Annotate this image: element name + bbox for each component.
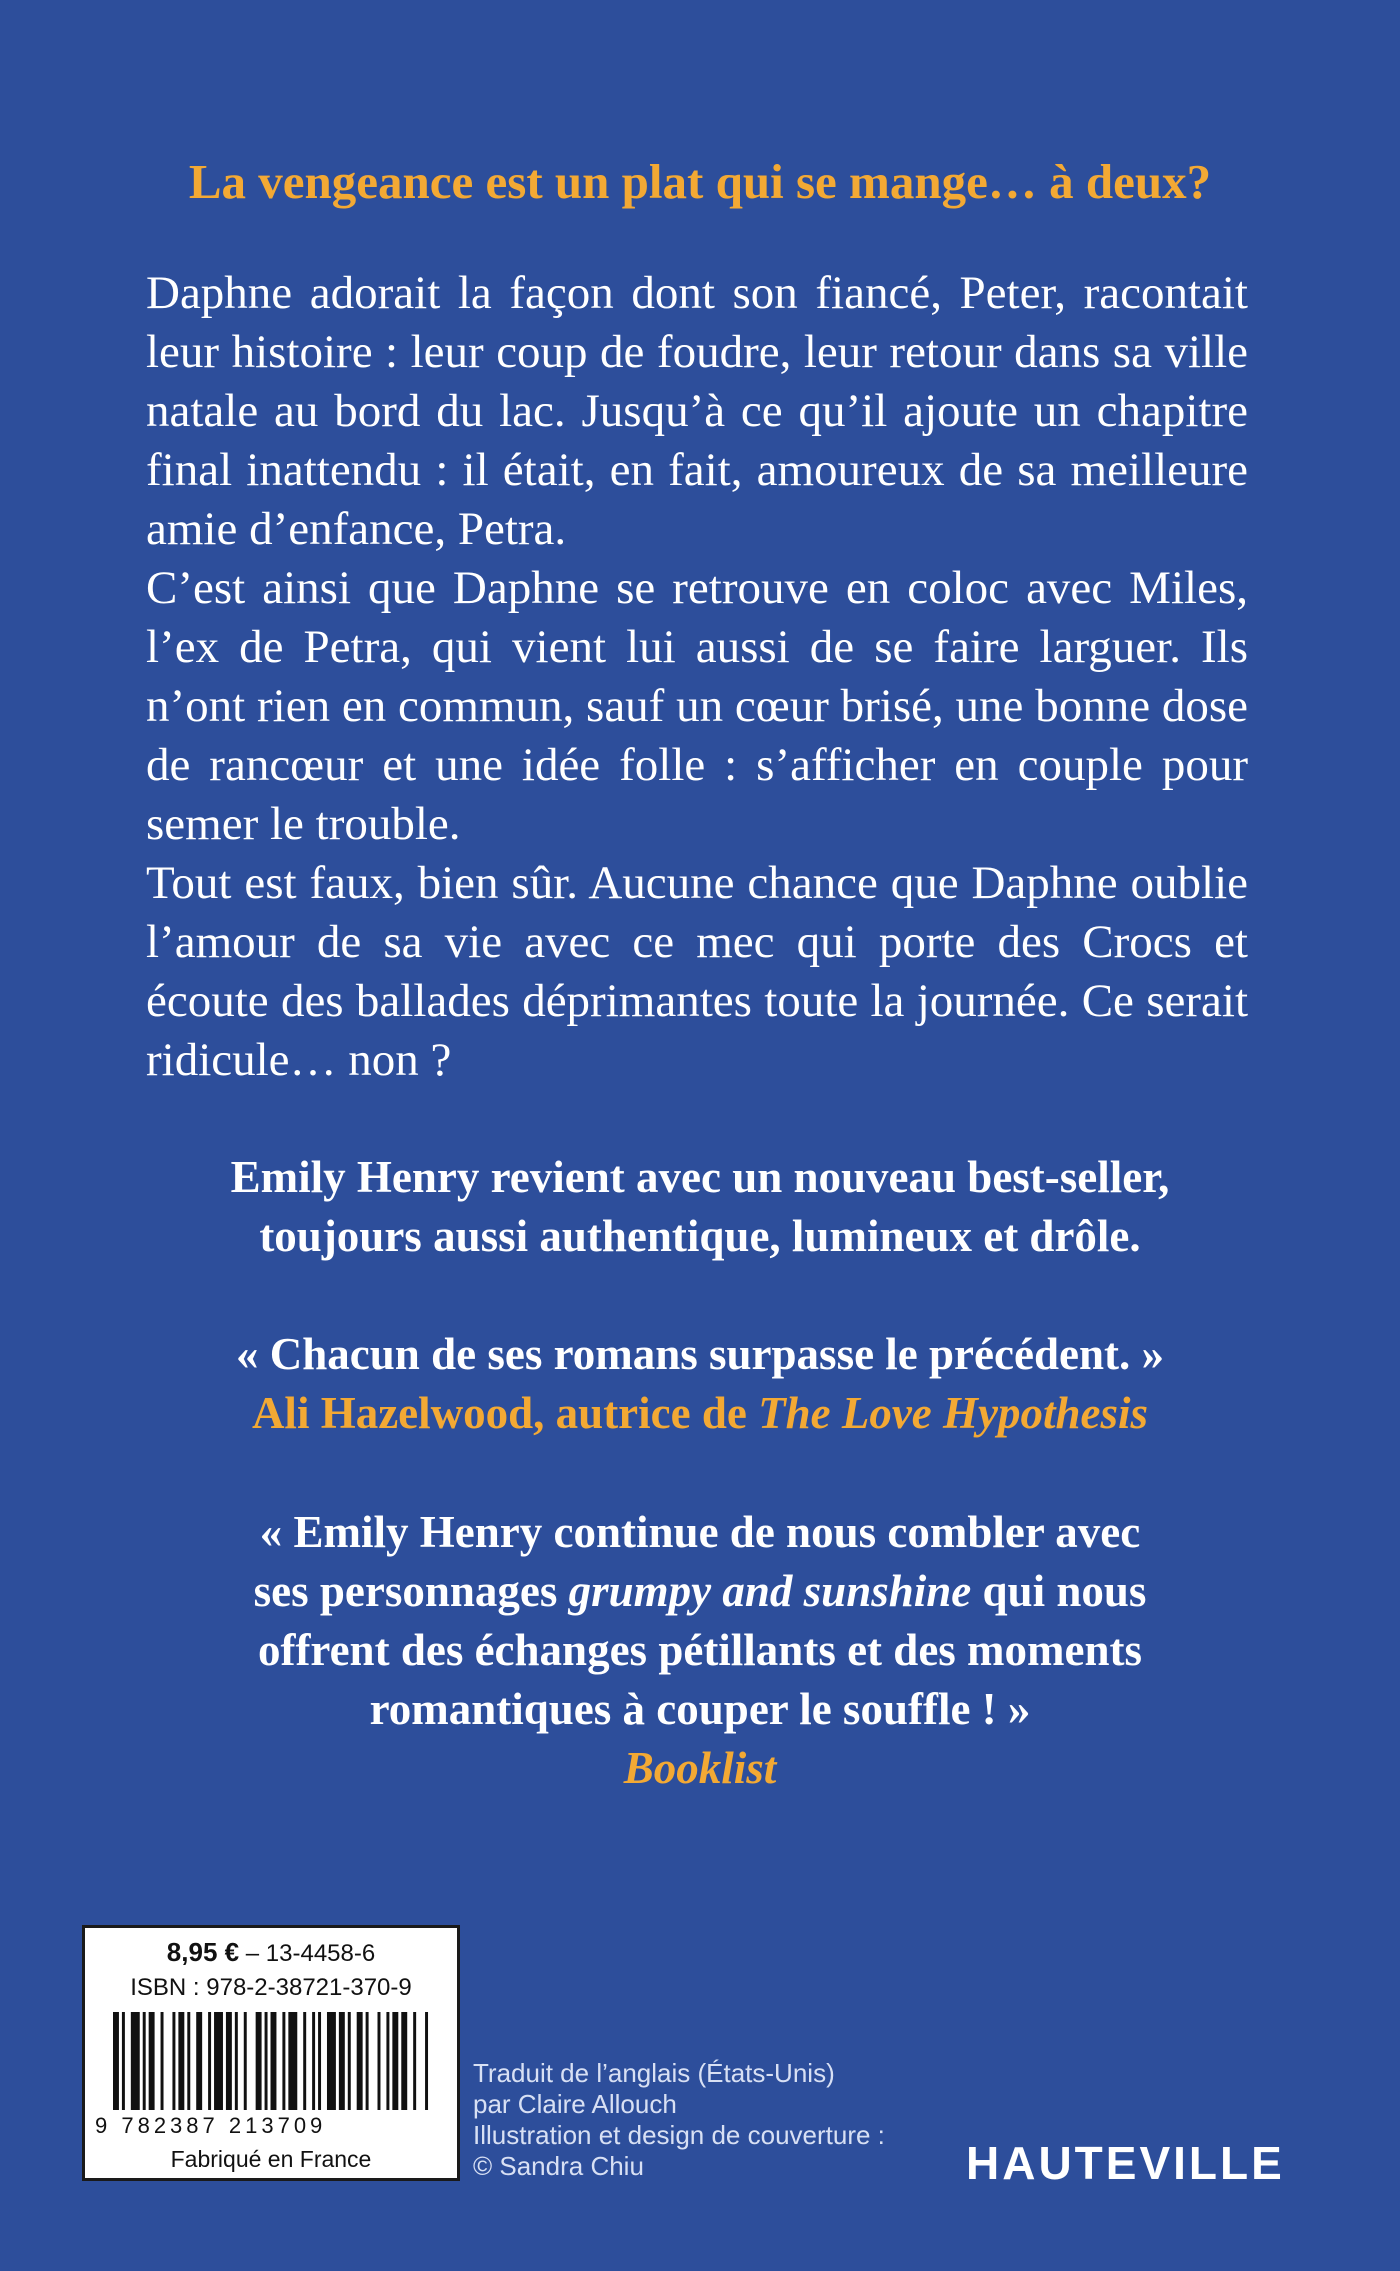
barcode-bar bbox=[178, 2012, 184, 2110]
price-row bbox=[85, 1934, 457, 1970]
barcode-bar bbox=[288, 2012, 297, 2110]
barcode-digits: 9 782387 213709 bbox=[95, 2113, 327, 2138]
promo-line: toujours aussi authentique, lumineux et drôle. bbox=[259, 1211, 1141, 1261]
barcode-bar bbox=[348, 2012, 351, 2110]
promo-line: Emily Henry revient avec un nouveau best-seller, bbox=[230, 1152, 1170, 1202]
attribution-prefix: Ali Hazelwood, autrice de bbox=[251, 1388, 759, 1438]
barcode-bar bbox=[339, 2012, 345, 2110]
barcode-bar bbox=[131, 2012, 140, 2110]
publisher-logo: HAUTEVILLE bbox=[966, 2137, 1285, 2189]
isbn: ISBN : 978-2-38721-370-9 bbox=[130, 1974, 412, 2001]
barcode-bar bbox=[303, 2012, 306, 2110]
quote-source bbox=[0, 1739, 1400, 1798]
barcode-bar bbox=[187, 2012, 190, 2110]
barcode-bar bbox=[226, 2012, 232, 2110]
quote-fragment: ses personnages bbox=[253, 1566, 569, 1616]
barcode-bar bbox=[386, 2012, 389, 2110]
barcode-bar bbox=[378, 2012, 381, 2110]
barcode-bar bbox=[366, 2012, 369, 2110]
review-quote-2 bbox=[0, 1503, 1400, 1798]
barcode-bar bbox=[196, 2012, 202, 2110]
product-code: – 13-4458-6 bbox=[245, 1940, 376, 1967]
review-quote-1 bbox=[0, 1325, 1400, 1443]
quote-source-name: Booklist bbox=[623, 1743, 777, 1793]
quote-fragment: qui nous bbox=[971, 1566, 1147, 1616]
barcode-bar bbox=[143, 2012, 146, 2110]
barcode-bar bbox=[392, 2012, 398, 2110]
quote-line bbox=[0, 1562, 1400, 1621]
credit-line: Traduit de l’anglais (États-Unis) bbox=[473, 2058, 835, 2088]
barcode-bar bbox=[214, 2012, 223, 2110]
barcode-bar bbox=[149, 2012, 155, 2110]
barcode-bar bbox=[271, 2012, 277, 2110]
barcode-bar bbox=[413, 2012, 416, 2110]
barcode-bar bbox=[282, 2012, 285, 2110]
credits bbox=[473, 2058, 933, 2182]
barcode-bar bbox=[312, 2012, 315, 2110]
blurb-paragraph: C’est ainsi que Daphne se retrouve en coloc avec Miles, l’ex de Petra, qui vient lui aussi de se faire larguer. Ils n’ont rien en commun, sauf un cœur brisé, une bonne dose de rancœur et une idée folle : s’afficher en couple pour semer le trouble. bbox=[146, 562, 1248, 850]
quote-italic-fragment: grumpy and sunshine bbox=[568, 1566, 972, 1616]
barcode-bar bbox=[265, 2012, 268, 2110]
price: 8,95 € bbox=[166, 1937, 240, 1967]
barcode-bar bbox=[244, 2012, 247, 2110]
made-in: Fabriqué en France bbox=[170, 2146, 372, 2172]
quote-line: « Emily Henry continue de nous combler avec bbox=[259, 1507, 1141, 1557]
barcode-bar bbox=[122, 2012, 125, 2110]
barcode-bar bbox=[401, 2012, 407, 2110]
barcode-bar bbox=[357, 2012, 363, 2110]
quote-line: romantiques à couper le souffle ! » bbox=[369, 1684, 1031, 1734]
credit-line: par Claire Allouch bbox=[473, 2089, 677, 2119]
credit-line: Illustration et design de couverture : bbox=[473, 2120, 885, 2150]
barcode-bar bbox=[172, 2012, 175, 2110]
barcode-bar bbox=[208, 2012, 211, 2110]
promo-text bbox=[0, 1148, 1400, 1266]
barcode-bar bbox=[327, 2012, 336, 2110]
blurb-paragraph: Daphne adorait la façon dont son fiancé, Peter, racontait leur histoire : leur coup de foudre, leur retour dans sa ville natale au bord du lac. Jusqu’à ce qu’il ajoute un chapitre final inattendu : il était, en fait, amoureux de sa meilleure amie d’enfance, Petra. bbox=[146, 267, 1248, 555]
barcode-bar bbox=[425, 2012, 428, 2110]
blurb bbox=[146, 264, 1248, 1090]
blurb-paragraph: Tout est faux, bien sûr. Aucune chance que Daphne oublie l’amour de sa vie avec ce mec qui porte des Crocs et écoute des ballades déprimantes toute la journée. Ce serait ridicule… non ? bbox=[146, 857, 1248, 1086]
barcode-bar bbox=[113, 2012, 119, 2110]
attribution-book-title: The Love Hypothesis bbox=[758, 1388, 1149, 1438]
tagline: La vengeance est un plat qui se mange… à deux? bbox=[188, 154, 1212, 209]
barcode-bar bbox=[318, 2012, 321, 2110]
barcode-bar bbox=[161, 2012, 164, 2110]
quote-text: « Chacun de ses romans surpasse le précédent. » bbox=[236, 1329, 1164, 1379]
quote-attribution bbox=[0, 1384, 1400, 1443]
barcode-label bbox=[82, 1925, 460, 2181]
barcode-bars bbox=[113, 2012, 431, 2110]
credit-line: © Sandra Chiu bbox=[473, 2151, 644, 2181]
quote-line: offrent des échanges pétillants et des moments bbox=[257, 1625, 1143, 1675]
barcode-bar bbox=[256, 2012, 262, 2110]
barcode-bar bbox=[235, 2012, 238, 2110]
